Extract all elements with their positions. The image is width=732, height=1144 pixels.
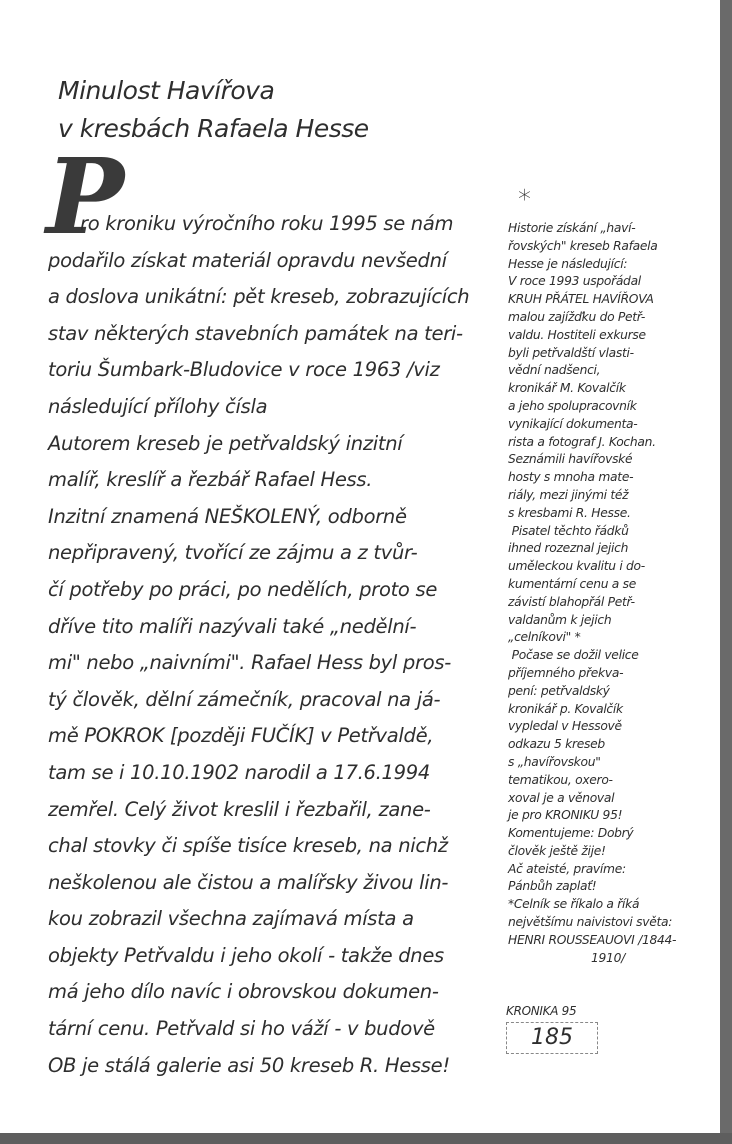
main-text-line: malíř, kreslíř a řezbář Rafael Hess. [48, 468, 373, 492]
side-note-line: byli petřvaldští vlasti- [508, 345, 634, 360]
side-note-line: KRUH PŘÁTEL HAVÍŘOVA [508, 292, 654, 307]
main-text-line: stav některých stavebních památek na teri- [48, 321, 463, 345]
side-note-line: hosty s mnoha mate- [508, 470, 634, 485]
main-text-line: neškolenou ale čistou a malířsky živou lin- [48, 870, 449, 894]
side-note-line: valdanům k jejich [508, 612, 612, 627]
side-note-line: Seznámili havířovské [508, 452, 633, 467]
side-note-line: závistí blahopřál Petř- [508, 594, 635, 609]
main-text-line: podařilo získat materiál opravdu nevšední [48, 248, 447, 272]
main-text-line: dříve tito malíři nazývali také „nedělní- [48, 614, 417, 638]
page-bottom-edge [0, 1133, 732, 1144]
side-note-line: řovských" kreseb Rafaela [508, 238, 658, 253]
page-binding-edge [720, 0, 732, 1144]
side-note-line: Historie získání „haví- [508, 221, 636, 235]
main-text-column [48, 206, 493, 1084]
side-note-line: vynikající dokumenta- [508, 416, 638, 431]
folio-label: KRONIKA 95 [506, 1004, 577, 1018]
side-note-line: Pánbůh zaplať! [508, 879, 597, 894]
main-text-line: OB je stálá galerie asi 50 kreseb R. Hesse! [48, 1053, 450, 1077]
side-note-line: pení: petřvaldský [508, 683, 610, 698]
side-note-line: Hesse je následující: [508, 256, 628, 271]
main-text-line: mě POKROK [později FUČÍK] v Petřvaldě, [48, 724, 434, 748]
main-text-line: zemřel. Celý život kreslil i řezbařil, zane- [48, 797, 431, 821]
side-note-line: a jeho spolupracovník [508, 398, 637, 413]
main-text-line: tární cenu. Petřvald si ho váží - v budově [48, 1017, 435, 1041]
side-note-line: *Celník se říkalo a říká [508, 897, 640, 912]
side-note-line: Počase se dožil velice [508, 648, 639, 663]
side-note-line: kumentární cenu a se [508, 576, 637, 591]
asterisk-icon: * [518, 185, 531, 215]
side-note-line: tematikou, oxero- [508, 772, 613, 787]
side-note-line: vědní nadšenci, [508, 363, 601, 378]
main-text-line: chal stovky či spíše tisíce kreseb, na nichž [48, 834, 448, 858]
main-text-line: následující přílohy čísla [48, 394, 268, 418]
side-note-line: xoval je a věnoval [508, 790, 615, 805]
side-note-line: příjemného překva- [508, 665, 624, 680]
side-note-line: kronikář M. Kovalčík [508, 381, 626, 396]
side-note-line: valdu. Hostiteli exkurse [508, 327, 646, 342]
side-note-line: s „havířovskou" [508, 754, 601, 769]
main-text-line: tam se i 10.10.1902 narodil a 17.6.1994 [48, 760, 430, 784]
title-line: Minulost Havířova [58, 76, 275, 105]
side-note-line: uměleckou kvalitu i do- [508, 559, 645, 574]
side-note-line: Komentujeme: Dobrý [508, 826, 634, 841]
main-text-line: tý člověk, dělní zámečník, pracoval na já- [48, 687, 441, 711]
main-text-line: Inzitní znamená NEŠKOLENÝ, odborně [48, 504, 407, 528]
main-text-line: čí potřeby po práci, po nedělích, proto se [48, 577, 438, 601]
page-number: 185 [506, 1022, 598, 1054]
side-note-line: vypledal v Hessově [508, 719, 622, 734]
side-note-line: je pro KRONIKU 95! [508, 808, 623, 823]
side-note-line: V roce 1993 uspořádal [508, 274, 641, 289]
side-note-column [508, 180, 720, 967]
main-text-line: kou zobrazil všechna zajímavá místa a [48, 907, 414, 931]
side-note-line: kronikář p. Kovalčík [508, 701, 623, 716]
main-text-line: nepřipravený, tvořící ze zájmu a z tvůr- [48, 541, 418, 565]
drop-cap: P [46, 135, 125, 258]
side-note-line: HENRI ROUSSEAUOVI /1844- [508, 932, 677, 947]
main-text-line: toriu Šumbark-Bludovice v roce 1963 /viz [48, 358, 440, 382]
side-note-line: s kresbami R. Hesse. [508, 505, 631, 520]
side-note-line: člověk ještě žije! [508, 843, 606, 858]
main-text-line: a doslova unikátní: pět kreseb, zobrazujících [48, 285, 470, 309]
title-line: v kresbách Rafaela Hesse [58, 114, 369, 143]
main-text-line: má jeho dílo navíc i obrovskou dokumen- [48, 980, 439, 1004]
side-note-line: „celníkovi" * [508, 630, 581, 645]
side-note-line: ihned rozeznal jejich [508, 541, 629, 556]
main-text-line: mi" nebo „naivními". Rafael Hess byl pros- [48, 651, 451, 675]
side-note-line: 1910/ [508, 950, 625, 965]
side-note-line: Pisatel těchto řádků [508, 523, 629, 538]
side-note-line: odkazu 5 kreseb [508, 737, 605, 752]
side-note-line: Ač ateisté, pravíme: [508, 861, 626, 876]
side-note-line: malou zajížďku do Petř- [508, 309, 646, 324]
side-note-lines [508, 220, 720, 967]
side-note-line: největšímu naivistovi světa: [508, 915, 673, 930]
main-text-line: objekty Petřvaldu i jeho okolí - takže dnes [48, 943, 444, 967]
main-text-line: Autorem kreseb je petřvaldský inzitní [48, 431, 403, 455]
side-note-line: rista a fotograf J. Kochan. [508, 434, 656, 449]
side-note-line: riály, mezi jinými též [508, 487, 629, 502]
main-text-line: ro kroniku výročního roku 1995 se nám [80, 212, 454, 235]
